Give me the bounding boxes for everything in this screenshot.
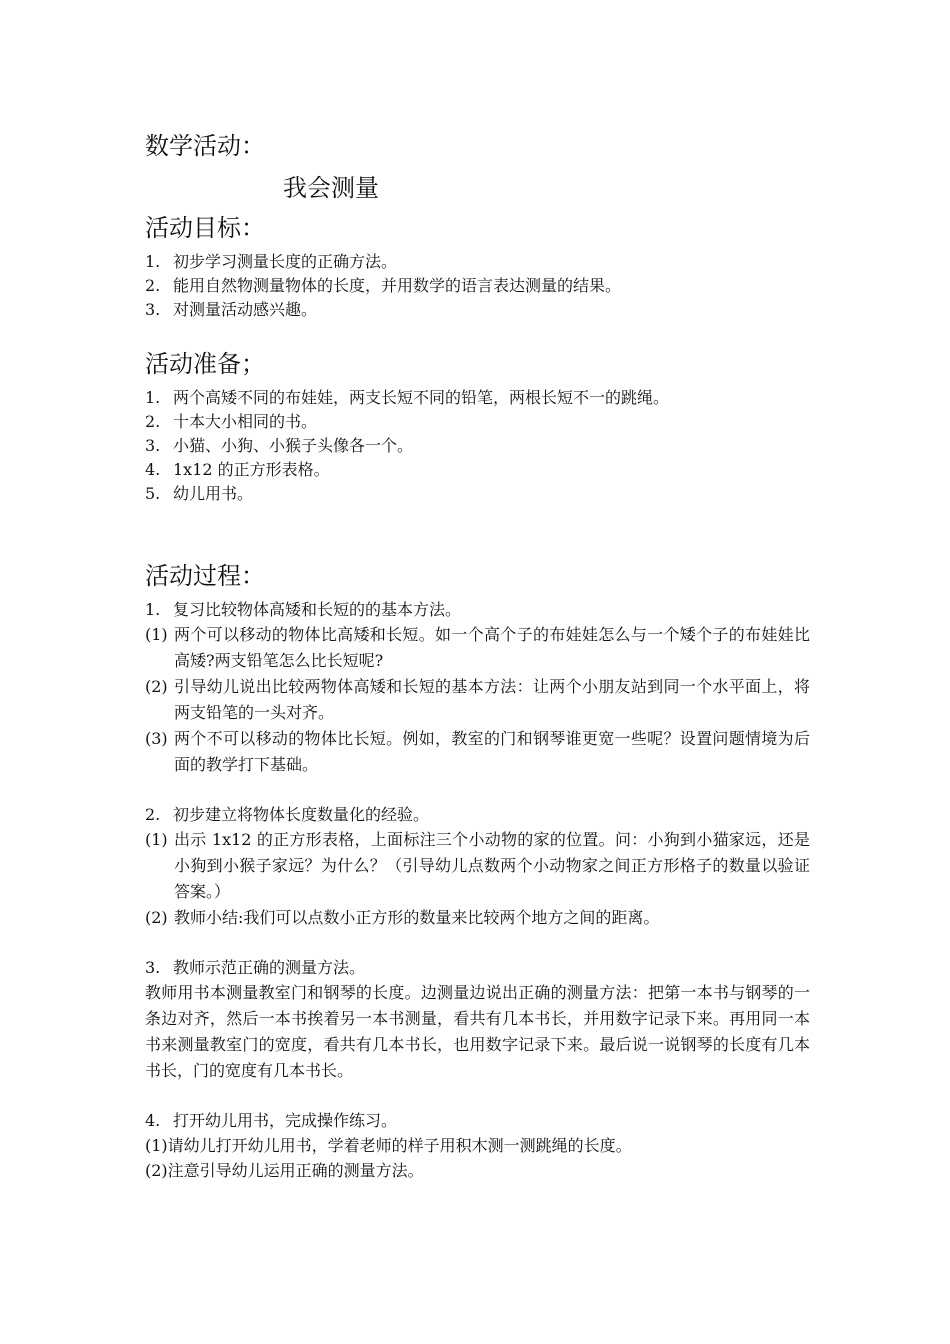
prep-list <box>145 386 810 506</box>
step-4-line-2: (2)注意引导幼儿运用正确的测量方法。 <box>145 1161 424 1180</box>
document-content <box>145 128 810 1183</box>
step-1: 1. 复习比较物体高矮和长短的的基本方法。 <box>145 600 462 619</box>
section-heading-goals: 活动目标： <box>145 214 265 242</box>
step-1-sub-2: (2) 引导幼儿说出比较两物体高矮和长短的基本方法：让两个小朋友站到同一个水平面上，将两支铅笔的一头对齐。 <box>145 677 810 722</box>
list-item: 5. 幼儿用书。 <box>145 484 254 503</box>
step-3: 3. 教师示范正确的测量方法。 <box>145 958 366 977</box>
list-item: 3. 小猫、小狗、小猴子头像各一个。 <box>145 436 414 455</box>
section-heading-prep: 活动准备； <box>145 350 265 378</box>
list-item: 1. 初步学习测量长度的正确方法。 <box>145 252 398 271</box>
page-subtitle: 我会测量 <box>283 174 379 202</box>
page-title: 数学活动： <box>145 132 265 160</box>
list-item: 2. 十本大小相同的书。 <box>145 412 318 431</box>
step-2-sub-1: (1) 出示 1x12 的正方形表格，上面标注三个小动物的家的位置。问：小狗到小猫家远，还是小狗到小猴子家远？为什么？（引导幼儿点数两个小动物家之间正方形格子的数量以验证答案。） <box>145 830 810 901</box>
list-item: 4. 1x12 的正方形表格。 <box>145 460 330 479</box>
step-4: 4. 打开幼儿用书，完成操作练习。 <box>145 1111 398 1130</box>
step-2: 2. 初步建立将物体长度数量化的经验。 <box>145 805 430 824</box>
list-item: 3. 对测量活动感兴趣。 <box>145 300 318 319</box>
list-item: 2. 能用自然物测量物体的长度，并用数学的语言表达测量的结果。 <box>145 276 622 295</box>
step-1-sub-1: (1) 两个可以移动的物体比高矮和长短。如一个高个子的布娃娃怎么与一个矮个子的布娃娃比高矮?两支铅笔怎么比长短呢? <box>145 625 810 670</box>
step-2-sub-2: (2) 教师小结:我们可以点数小正方形的数量来比较两个地方之间的距离。 <box>145 908 660 927</box>
section-heading-process: 活动过程： <box>145 562 265 590</box>
goals-list <box>145 250 810 322</box>
list-item: 1. 两个高矮不同的布娃娃，两支长短不同的铅笔，两根长短不一的跳绳。 <box>145 388 670 407</box>
step-3-paragraph: 教师用书本测量教室门和钢琴的长度。边测量边说出正确的测量方法：把第一本书与钢琴的一条边对齐，然后一本书挨着另一本书测量，看共有几本书长，并用数字记录下来。再用同一本书来测量教室门的宽度，看共有几本书长，也用数字记录下来。最后说一说钢琴的长度有几本书长，门的宽度有几本书长。 <box>145 983 810 1080</box>
step-4-line-1: (1)请幼儿打开幼儿用书，学着老师的样子用积木测一测跳绳的长度。 <box>145 1136 632 1155</box>
step-1-sub-3: (3) 两个不可以移动的物体比长短。例如，教室的门和钢琴谁更宽一些呢？设置问题情境为后面的教学打下基础。 <box>145 729 810 774</box>
